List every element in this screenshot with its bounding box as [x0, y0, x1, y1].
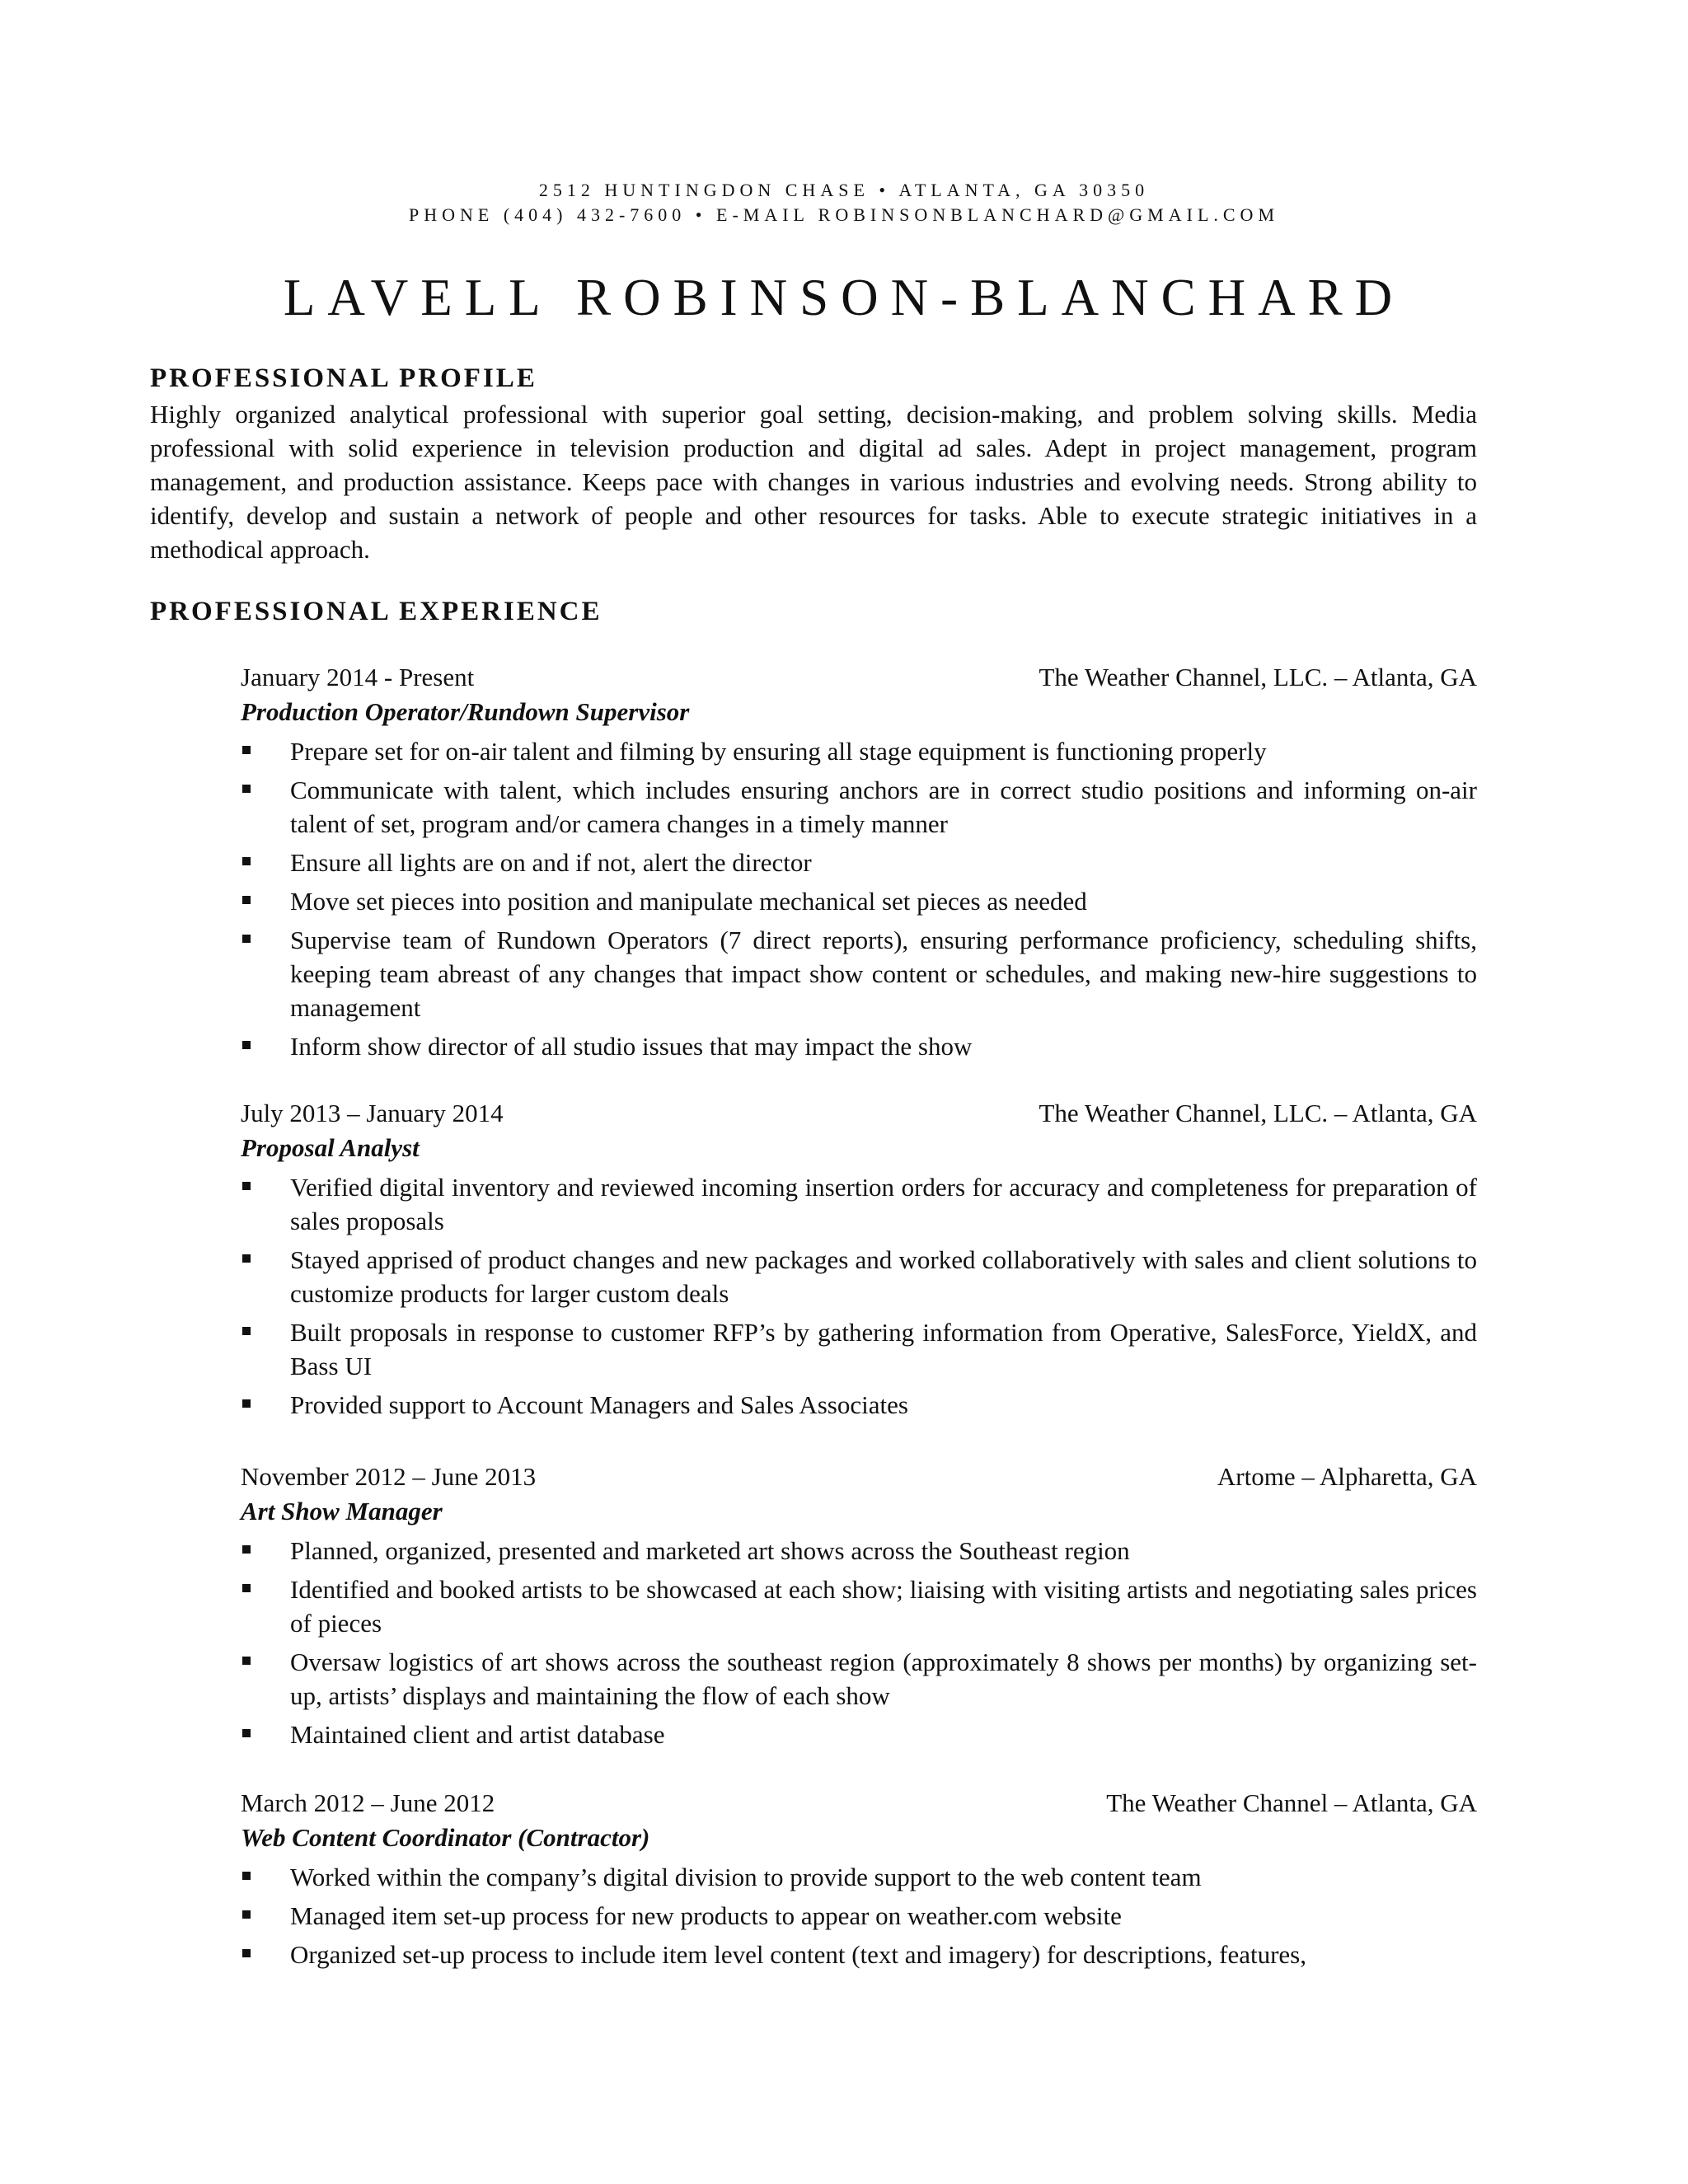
- job-entry: [241, 1096, 1477, 1422]
- list-item: [241, 1388, 1477, 1422]
- experience-heading: PROFESSIONAL EXPERIENCE: [150, 597, 603, 626]
- list-item: [241, 1572, 1477, 1640]
- job-entry: [241, 1786, 1477, 1971]
- job-employer: The Weather Channel, LLC. – Atlanta, GA: [1039, 663, 1477, 691]
- job-title: Proposal Analyst: [241, 1133, 420, 1162]
- list-item: [241, 923, 1477, 1024]
- duty-text: Ensure all lights are on and if not, alert the director: [290, 848, 812, 877]
- candidate-name: LAVELL ROBINSON-BLANCHARD: [283, 269, 1405, 326]
- job-duties: [241, 1534, 1477, 1751]
- duty-text: Inform show director of all studio issues that may impact the show: [290, 1032, 973, 1061]
- list-item: [241, 1029, 1477, 1063]
- duty-text: Oversaw logistics of art shows across the southeast region (approximately 8 shows per months) by organizing set-up, artists’ displays and maintaining the flow of each show: [290, 1647, 1477, 1710]
- list-item: [241, 734, 1477, 768]
- bullet-square-icon: [242, 1910, 251, 1919]
- list-item: [241, 1315, 1477, 1383]
- duty-text: Stayed apprised of product changes and new packages and worked collaboratively with sales and client solutions to customize products for larger custom deals: [290, 1245, 1477, 1308]
- list-item: [241, 1645, 1477, 1713]
- bullet-square-icon: [242, 1041, 251, 1049]
- job-duties: [241, 1170, 1477, 1422]
- bullet-square-icon: [242, 746, 251, 754]
- job-header: [241, 1460, 1477, 1494]
- duty-text: Identified and booked artists to be showcased at each show; liaising with visiting artists and negotiating sales prices of pieces: [290, 1575, 1477, 1638]
- job-title: Web Content Coordinator (Contractor): [241, 1823, 650, 1852]
- job-employer: The Weather Channel – Atlanta, GA: [1106, 1788, 1477, 1817]
- list-item: [241, 1534, 1477, 1568]
- duty-text: Prepare set for on-air talent and filming by ensuring all stage equipment is functioning properly: [290, 737, 1267, 766]
- job-header: [241, 1096, 1477, 1131]
- duty-text: Worked within the company’s digital division to provide support to the web content team: [290, 1863, 1202, 1891]
- job-header: [241, 1786, 1477, 1821]
- duty-text: Organized set-up process to include item level content (text and imagery) for descriptions, features,: [290, 1940, 1306, 1969]
- bullet-square-icon: [242, 1729, 251, 1737]
- duty-text: Maintained client and artist database: [290, 1720, 665, 1749]
- list-item: [241, 846, 1477, 879]
- duty-text: Communicate with talent, which includes ensuring anchors are in correct studio positions and informing on-air talent of set, program and/or camera changes in a timely manner: [290, 776, 1477, 838]
- bullet-square-icon: [242, 1949, 251, 1957]
- list-item: [241, 1860, 1477, 1894]
- list-item: [241, 773, 1477, 841]
- bullet-square-icon: [242, 785, 251, 793]
- job-employer: Artome – Alpharetta, GA: [1217, 1462, 1477, 1491]
- job-header: [241, 660, 1477, 695]
- list-item: [241, 1243, 1477, 1310]
- bullet-square-icon: [242, 1254, 251, 1263]
- job-dates: July 2013 – January 2014: [241, 1099, 504, 1127]
- bullet-square-icon: [242, 896, 251, 904]
- list-item: [241, 1718, 1477, 1751]
- job-dates: November 2012 – June 2013: [241, 1462, 537, 1491]
- bullet-square-icon: [242, 1584, 251, 1592]
- bullet-square-icon: [242, 1399, 251, 1408]
- profile-heading: PROFESSIONAL PROFILE: [150, 363, 537, 393]
- list-item: [241, 1938, 1477, 1971]
- list-item: [241, 1170, 1477, 1238]
- bullet-square-icon: [242, 1872, 251, 1880]
- job-duties: [241, 734, 1477, 1063]
- list-item: [241, 1899, 1477, 1933]
- bullet-square-icon: [242, 1657, 251, 1665]
- job-title: Art Show Manager: [241, 1497, 443, 1526]
- duty-text: Provided support to Account Managers and Sales Associates: [290, 1390, 908, 1419]
- duty-text: Built proposals in response to customer RFP’s by gathering information from Operative, SalesForce, YieldX, and Bass UI: [290, 1318, 1477, 1380]
- bullet-square-icon: [242, 1182, 251, 1190]
- contact-phone-email: PHONE (404) 432-7600 • E-MAIL ROBINSONBLANCHARD@GMAIL.COM: [408, 204, 1280, 225]
- job-employer: The Weather Channel, LLC. – Atlanta, GA: [1039, 1099, 1477, 1127]
- job-duties: [241, 1860, 1477, 1971]
- job-entry: [241, 1460, 1477, 1751]
- bullet-square-icon: [242, 1545, 251, 1554]
- job-dates: January 2014 - Present: [241, 663, 475, 691]
- profile-text: Highly organized analytical professional with superior goal setting, decision-making, and problem solving skills. Media professional with solid experience in television production and digital ad sales. Adept in project management, program management, and production assistance. Keeps pace with changes in various industries and evolving needs. Strong ability to identify, develop and sustain a network of people and other resources for tasks. Able to execute strategic initiatives in a methodical approach.: [150, 400, 1477, 564]
- duty-text: Supervise team of Rundown Operators (7 direct reports), ensuring performance proficiency, scheduling shifts, keeping team abreast of any changes that impact show content or schedules, and making new-hire suggestions to management: [290, 926, 1477, 1022]
- bullet-square-icon: [242, 935, 251, 943]
- job-title: Production Operator/Rundown Supervisor: [241, 697, 690, 726]
- bullet-square-icon: [242, 1327, 251, 1335]
- duty-text: Managed item set-up process for new products to appear on weather.com website: [290, 1901, 1122, 1930]
- duty-text: Planned, organized, presented and marketed art shows across the Southeast region: [290, 1536, 1130, 1565]
- list-item: [241, 884, 1477, 918]
- bullet-square-icon: [242, 857, 251, 865]
- job-entry: [241, 660, 1477, 1063]
- job-dates: March 2012 – June 2012: [241, 1788, 495, 1817]
- contact-address: 2512 HUNTINGDON CHASE • ATLANTA, GA 30350: [538, 180, 1150, 200]
- duty-text: Move set pieces into position and manipulate mechanical set pieces as needed: [290, 887, 1087, 916]
- duty-text: Verified digital inventory and reviewed incoming insertion orders for accuracy and completeness for preparation of sales proposals: [290, 1173, 1477, 1235]
